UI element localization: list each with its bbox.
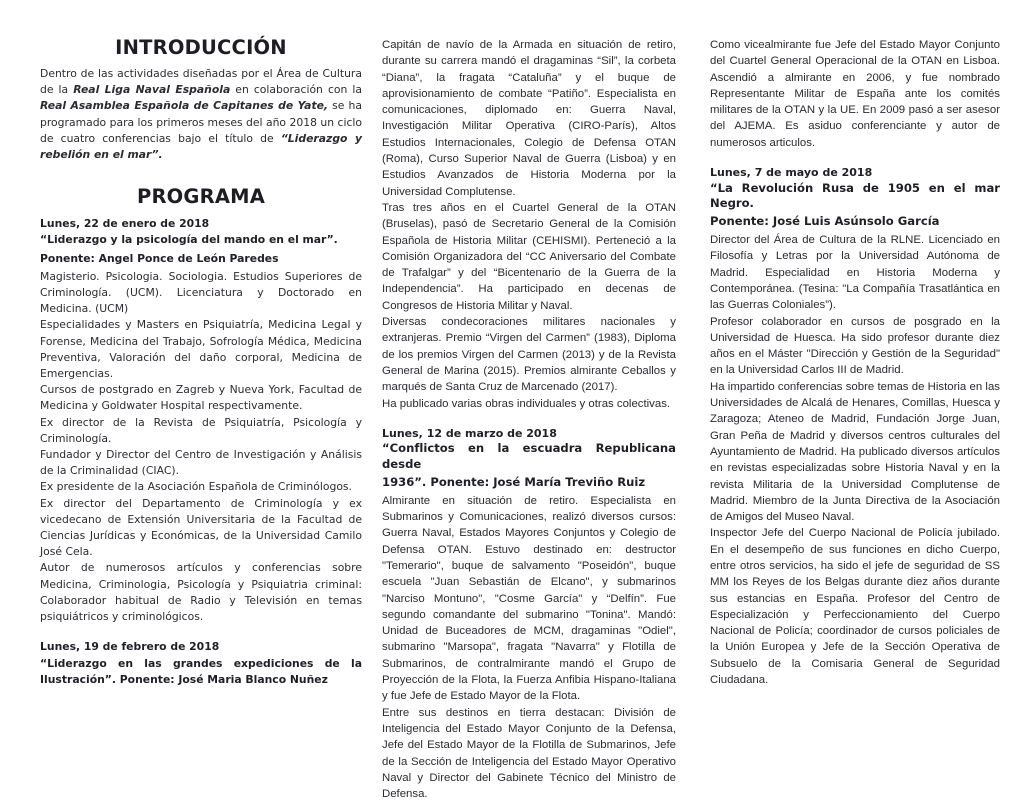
entry-1-bio-para-0: Capitán de navío de la Armada en situación de retiro, durante su carrera mandó el dragaminas “Sil”, la corbeta “Diana”, la fragata “Cataluña” y el buque de aprovisionamiento de combate “Patiño”. Especialista en comunicaciones, diplomado en: Guerra Naval, Investigación Militar Operativa (CIRO-París), Altos Estudios Internacionales, Colegio de Defensa OTAN (Roma), Curso Superior Naval de Guerra (Lisboa) y en Estudios Avanzados de Historia Moderna por la Universidad Complutense. xyxy=(382,39,676,198)
entry-3-biography xyxy=(710,232,1000,688)
section-title-programa: PROGRAMA xyxy=(136,185,266,209)
entry-0-title-line1: “Liderazgo y la psicología del mando en el mar”. xyxy=(40,233,338,247)
entry-3-speaker: Ponente: José Luis Asúnsolo García xyxy=(710,214,940,229)
intro-text-part1: Dentro de las actividades diseñadas por el Área de Cultura de la xyxy=(40,67,362,97)
entry-0-bio-para-2: Cursos de postgrado en Zagreb y Nueva York, Facultad de Medicina y Goldwater Hospital respectivamente. xyxy=(40,383,362,413)
intro-emphasis-rlne: Real Liga Naval Española xyxy=(73,83,231,97)
entry-0-date: Lunes, 22 de enero de 2018 xyxy=(40,217,210,231)
entry-0-bio-para-1: Especialidades y Masters en Psiquiatría, Medicina Legal y Forense, Medicina del Trabajo, Sofrología Médica, Medicina Preventiva, Valoración del daño corporal, Medicina de Emergencias. xyxy=(40,318,362,381)
entry-1-bio-para-1: Tras tres años en el Cuartel General de la OTAN (Bruselas), pasó de Secretario General de la Comisión Española de Historia Militar (CEHISMI). Perteneció a la Comisión Organizadora del “CC Aniversario del Combate de Trafalgar” y del “Bicentenario de la Guerra de la Independencia”. Ha participado en decenas de Congresos de Historia Militar y Naval. xyxy=(382,201,676,312)
program-entry-0 xyxy=(40,216,362,625)
entry-2-speaker: 1936”. Ponente: José María Treviño Ruiz xyxy=(382,475,646,490)
entry-3-bio-para-0: Director del Área de Cultura de la RLNE. Licenciado en Filosofía y Letras por la Universidad Autónoma de Madrid. Especialidad en Historia Moderna y Contemporánea. (Tesina: "La Compañía Trasatlántica en las Guerras Coloniales”). xyxy=(710,234,1000,312)
intro-text-part3: se ha programado para los primeros meses del año 2018 un ciclo de cuatro conferencias bajo el título de xyxy=(40,99,363,145)
program-entry-1-header xyxy=(40,639,362,688)
entry-3-date: Lunes, 7 de mayo de 2018 xyxy=(710,166,873,180)
entry-2-bio-para-0: Almirante en situación de retiro. Especialista en Submarinos y Comunicaciones, realizó diversos cursos: Guerra Naval, Estados Mayores Conjuntos y Colegio de Defensa OTAN. Estuvo destinado en: destructor "Temerario", buque de salvamento "Poseidón", buque escuela "Juan Sebastián de Elcano", y submarinos "Narciso Montuno", "Cosme García" y “Delfín”. Fue segundo comandante del submarino "Tonina". Mandó: Unidad de Buceadores de MCM, dragaminas "Odiel", submarino "Marsopa", fragata "Navarra" y Flotilla de Submarinos, de contralmirante mandó el Grupo de Proyección de la Flota, la Fuerza Anfibia Hispano-Italiana y fue Jefe de Estado Mayor de la Flota. xyxy=(382,494,676,703)
entry-0-bio-para-4: Fundador y Director del Centro de Investigación y Análisis de la Criminalidad (CIAC). xyxy=(40,448,362,478)
page-title-introduccion: INTRODUCCIÓN xyxy=(115,36,287,59)
entry-2-title-line1: “Conflictos en la escuadra Republicana desde xyxy=(382,441,676,472)
entry-2-date: Lunes, 12 de marzo de 2018 xyxy=(382,426,557,440)
column-3 xyxy=(710,36,1006,688)
entry-1-title: “Liderazgo en las grandes expediciones de la Ilustración”. Ponente: José Maria Blanco Nuñez xyxy=(40,656,362,686)
intro-text-part2: en colaboración con la xyxy=(230,83,362,97)
program-entry-3-header xyxy=(710,165,1000,230)
entry-1-bio-para-2: Diversas condecoraciones militares nacionales y extranjeras. Premio “Virgen del Carmen” (1983), Diploma de los premios Virgen del Carmen (2013) y de la Revista General de Marina (2015). Premios almirante Ceballos y marqués de Santa Cruz de Marcenado (2017). xyxy=(382,316,676,394)
entry-0-bio-para-6: Ex director del Departamento de Criminología y ex vicedecano de Extensión Universitaria de la Facultad de Ciencias Jurídicas y Económicas, de la Universidad Camilo José Cela. xyxy=(40,496,362,559)
entry-3-bio-para-1: Profesor colaborador en cursos de posgrado en la Universidad de Huesca. Ha sido profesor durante diez años en el Máster "Dirección y Gestión de la Seguridad" en la Universidad Carlos III de Madrid. xyxy=(710,315,1000,377)
entry-2-bio-para-1: Entre sus destinos en tierra destacan: División de Inteligencia del Estado Mayor Conjunto de la Defensa, Jefe del Estado Mayor de la Flotilla de Submarinos, Jefe de la Sección de Inteligencia del Estado Mayor Operativo Naval y Director del Gabinete Técnico del Ministro de Defensa. xyxy=(382,706,676,801)
entry-0-bio-para-0: Magisterio. Psicologia. Sociologia. Estudios Superiores de Criminología. (UCM). Licenciatura y Doctorado en Medicina. (UCM) xyxy=(40,269,362,316)
entry-1-biography xyxy=(382,37,676,412)
entry-1-date: Lunes, 19 de febrero de 2018 xyxy=(40,640,220,654)
entry-3-bio-para-2: Ha impartido conferencias sobre temas de Historia en las Universidades de Alcalá de Henares, Comillas, Huesca y Zaragoza; Ateneo de Madrid, Fundación Jorge Juan, Gran Peña de Madrid y diversos centros culturales del Ayuntamiento de Madrid. Ha publicado diversos artículos en revistas especializadas sobre Historia Naval y en la revista Militaria de la Universidad Complutense de Madrid. Miembro de la Junta Directiva de la Asociación de Amigos del Museo Naval. xyxy=(710,380,1000,524)
intro-emphasis-ciclo-titulo: “Liderazgo y rebelión en el mar”. xyxy=(40,131,362,162)
entry-0-speaker: Ponente: Angel Ponce de León Paredes xyxy=(40,251,279,265)
entry-3-title-line1: “La Revolución Rusa de 1905 en el mar Negro. xyxy=(710,180,1000,211)
entry-2-bio-para-2: Como vicealmirante fue Jefe del Estado Mayor Conjunto del Cuartel General Operacional de la OTAN en Lisboa. Ascendió a almirante en 2006, y fue nombrado Representante Militar de España ante los comités militares de la OTAN y la UE. En 2009 pasó a ser asesor del AJEMA. Es asiduo conferenciante y autor de numerosos articulos. xyxy=(710,39,1000,149)
entry-2-biography-part2 xyxy=(710,37,1000,151)
entry-3-bio-para-3: Inspector Jefe del Cuerpo Nacional de Policía jubilado. En el desempeño de sus funciones en dicho Cuerpo, entre otros servicios, ha sido el jefe de seguridad de SS MM los Reyes de los Belgas durante diez años durante sus estancias en España. Profesor del Centro de Especialización y Perfeccionamiento del Cuerpo Nacional de Policía; coordinador de cursos policiales de la Unión Europea y Jefe de la Sección Operativa de Subsuelo de la Comisaria General de Seguridad Ciudadana. xyxy=(710,527,1000,687)
three-column-layout xyxy=(0,36,1024,801)
entry-1-bio-para-3: Ha publicado varias obras individuales y otras colectivas. xyxy=(382,397,671,410)
column-2 xyxy=(382,36,682,802)
entry-0-bio-para-3: Ex director de la Revista de Psiquiatría, Psicología y Criminología. xyxy=(40,415,362,445)
intro-paragraph xyxy=(40,66,362,163)
entry-0-bio-para-7: Autor de numerosos artículos y conferencias sobre Medicina, Criminologia, Psicología y Psiquiatria criminal: Colaborador habitual de Radio y Televisión en temas psiquiátricos y criminológicos. xyxy=(40,561,362,624)
program-entry-2-header xyxy=(382,426,676,491)
entry-2-biography-part1 xyxy=(382,493,676,802)
entry-0-bio-para-5: Ex presidente de la Asociación Española de Criminólogos. xyxy=(40,480,352,494)
column-1 xyxy=(40,36,370,690)
intro-emphasis-raecy: Real Asamblea Española de Capitanes de Yate, xyxy=(40,99,329,113)
entry-0-biography xyxy=(40,269,362,625)
